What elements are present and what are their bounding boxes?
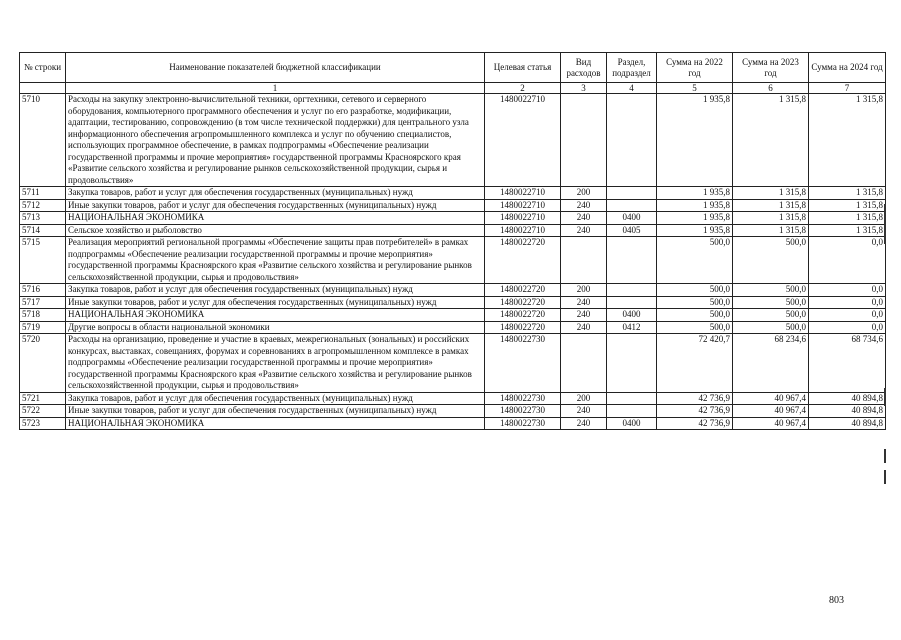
budget-table [19, 52, 886, 430]
expense-type: 240 [561, 224, 607, 237]
indicator-name: Иные закупки товаров, работ и услуг для обеспечения государственных (муниципальных) нужд [66, 296, 485, 309]
sum-2023: 500,0 [733, 284, 809, 297]
column-number: 5 [657, 83, 733, 94]
sum-2022: 1 935,8 [657, 224, 733, 237]
sum-2022: 42 736,9 [657, 405, 733, 418]
section-code [607, 187, 657, 200]
sum-2022: 1 935,8 [657, 199, 733, 212]
indicator-name: Расходы на закупку электронно-вычислительной техники, оргтехники, сетевого и серверного оборудования, компьютерного программного обеспечения и услуг по его разработке, модификации, адаптации, тестированию, сопровождению (в том числе технической поддержки) для центрального узла информационного обеспечения агропромышленного комплекса и услуг по обучению специалистов, использующих программное обеспечение, в рамках подпрограммы «Обеспечение реализации государственной программы и прочие мероприятия» государственной программы Красноярского края «Развитие сельского хозяйства и регулирование рынков сельскохозяйственной продукции, сырья и продовольствия» [66, 94, 485, 187]
sum-2022: 500,0 [657, 284, 733, 297]
sum-2023: 1 315,8 [733, 94, 809, 187]
sum-2024: 1 315,8 [809, 187, 886, 200]
header-sum-2023: Сумма на 2023 год [733, 53, 809, 83]
table-row [20, 334, 886, 393]
table-row [20, 187, 886, 200]
table-row [20, 309, 886, 322]
sum-2024: 40 894,8 [809, 392, 886, 405]
column-number: 7 [809, 83, 886, 94]
expense-type: 240 [561, 309, 607, 322]
indicator-name: Другие вопросы в области национальной экономики [66, 321, 485, 334]
row-number: 5721 [20, 392, 66, 405]
row-number: 5723 [20, 417, 66, 430]
expense-type: 200 [561, 392, 607, 405]
section-code [607, 296, 657, 309]
section-code [607, 199, 657, 212]
row-number: 5714 [20, 224, 66, 237]
sum-2023: 500,0 [733, 321, 809, 334]
table-row [20, 94, 886, 187]
section-code [607, 237, 657, 284]
section-code: 0400 [607, 309, 657, 322]
sum-2023: 1 315,8 [733, 187, 809, 200]
sum-2024: 0,0 [809, 321, 886, 334]
section-code [607, 405, 657, 418]
sum-2023: 40 967,4 [733, 417, 809, 430]
sum-2024: 1 315,8 [809, 224, 886, 237]
indicator-name: Закупка товаров, работ и услуг для обеспечения государственных (муниципальных) нужд [66, 284, 485, 297]
indicator-name: Иные закупки товаров, работ и услуг для обеспечения государственных (муниципальных) нужд [66, 199, 485, 212]
row-number: 5720 [20, 334, 66, 393]
expense-type: 240 [561, 296, 607, 309]
column-number: 1 [66, 83, 485, 94]
target-article: 1480022730 [485, 334, 561, 393]
row-number: 5711 [20, 187, 66, 200]
sum-2024: 40 894,8 [809, 417, 886, 430]
sum-2022: 1 935,8 [657, 212, 733, 225]
target-article: 1480022730 [485, 405, 561, 418]
sum-2024: 0,0 [809, 237, 886, 284]
indicator-name: Расходы на организацию, проведение и участие в краевых, межрегиональных (зональных) и российских конкурсах, выставках, совещаниях, форумах и соревнованиях в агропромышленном комплексе в рамках подпрограммы «Обеспечение реализации государственной программы и прочие мероприятия» государственной программы Красноярского края «Развитие сельского хозяйства и регулирование рынков сельскохозяйственной продукции, сырья и продовольствия» [66, 334, 485, 393]
sum-2024: 68 734,6 [809, 334, 886, 393]
row-number: 5710 [20, 94, 66, 187]
target-article: 1480022710 [485, 187, 561, 200]
target-article: 1480022710 [485, 199, 561, 212]
section-code [607, 392, 657, 405]
column-number: 6 [733, 83, 809, 94]
target-article: 1480022720 [485, 309, 561, 322]
column-number-row [20, 83, 886, 94]
sum-2022: 1 935,8 [657, 94, 733, 187]
sum-2022: 72 420,7 [657, 334, 733, 393]
sum-2024: 0,0 [809, 284, 886, 297]
column-number: 4 [607, 83, 657, 94]
target-article: 1480022720 [485, 284, 561, 297]
section-code [607, 334, 657, 393]
sum-2023: 500,0 [733, 237, 809, 284]
sum-2024: 0,0 [809, 296, 886, 309]
sum-2023: 40 967,4 [733, 392, 809, 405]
expense-type: 240 [561, 405, 607, 418]
row-number: 5712 [20, 199, 66, 212]
sum-2022: 500,0 [657, 237, 733, 284]
table-row [20, 212, 886, 225]
expense-type: 240 [561, 417, 607, 430]
sum-2023: 1 315,8 [733, 199, 809, 212]
row-number: 5718 [20, 309, 66, 322]
indicator-name: НАЦИОНАЛЬНАЯ ЭКОНОМИКА [66, 309, 485, 322]
table-row [20, 321, 886, 334]
table-row [20, 392, 886, 405]
sum-2024: 1 315,8 [809, 94, 886, 187]
column-number [20, 83, 66, 94]
target-article: 1480022710 [485, 94, 561, 187]
indicator-name: Реализация мероприятий региональной программы «Обеспечение защиты прав потребителей» в рамках подпрограммы «Обеспечение реализации государственной программы и прочие мероприятия» государственной программы Красноярского края «Развитие сельского хозяйства и регулирование рынков сельскохозяйственной продукции, сырья и продовольствия» [66, 237, 485, 284]
sum-2022: 500,0 [657, 321, 733, 334]
header-sum-2024: Сумма на 2024 год [809, 53, 886, 83]
sum-2022: 500,0 [657, 309, 733, 322]
section-code: 0405 [607, 224, 657, 237]
indicator-name: Закупка товаров, работ и услуг для обеспечения государственных (муниципальных) нужд [66, 392, 485, 405]
sum-2023: 1 315,8 [733, 224, 809, 237]
header-section: Раздел, подраздел [607, 53, 657, 83]
table-row [20, 405, 886, 418]
section-code: 0400 [607, 417, 657, 430]
sum-2023: 500,0 [733, 296, 809, 309]
indicator-name: Сельское хозяйство и рыболовство [66, 224, 485, 237]
page-number: 803 [829, 595, 844, 606]
table-row [20, 199, 886, 212]
target-article: 1480022720 [485, 237, 561, 284]
expense-type: 200 [561, 187, 607, 200]
expense-type: 240 [561, 212, 607, 225]
sum-2023: 500,0 [733, 309, 809, 322]
target-article: 1480022720 [485, 321, 561, 334]
indicator-name: Иные закупки товаров, работ и услуг для обеспечения государственных (муниципальных) нужд [66, 405, 485, 418]
row-number: 5715 [20, 237, 66, 284]
expense-type: 240 [561, 321, 607, 334]
table-header-row [20, 53, 886, 83]
header-indicator-name: Наименование показателей бюджетной классификации [66, 53, 485, 83]
indicator-name: Закупка товаров, работ и услуг для обеспечения государственных (муниципальных) нужд [66, 187, 485, 200]
header-target-article: Целевая статья [485, 53, 561, 83]
row-number: 5717 [20, 296, 66, 309]
table-row [20, 417, 886, 430]
sum-2024: 40 894,8 [809, 405, 886, 418]
sum-2024: 0,0 [809, 309, 886, 322]
expense-type [561, 94, 607, 187]
section-code [607, 94, 657, 187]
header-row-number: № строки [20, 53, 66, 83]
row-number: 5722 [20, 405, 66, 418]
margin-mark [884, 449, 886, 463]
indicator-name: НАЦИОНАЛЬНАЯ ЭКОНОМИКА [66, 212, 485, 225]
sum-2023: 1 315,8 [733, 212, 809, 225]
section-code: 0412 [607, 321, 657, 334]
expense-type [561, 237, 607, 284]
target-article: 1480022730 [485, 392, 561, 405]
sum-2022: 42 736,9 [657, 392, 733, 405]
expense-type: 200 [561, 284, 607, 297]
header-expense-type: Вид расходов [561, 53, 607, 83]
table-row [20, 284, 886, 297]
header-sum-2022: Сумма на 2022 год [657, 53, 733, 83]
row-number: 5719 [20, 321, 66, 334]
sum-2022: 42 736,9 [657, 417, 733, 430]
sum-2024: 1 315,8 [809, 199, 886, 212]
indicator-name: НАЦИОНАЛЬНАЯ ЭКОНОМИКА [66, 417, 485, 430]
target-article: 1480022710 [485, 224, 561, 237]
sum-2022: 1 935,8 [657, 187, 733, 200]
expense-type: 240 [561, 199, 607, 212]
sum-2023: 40 967,4 [733, 405, 809, 418]
column-number: 3 [561, 83, 607, 94]
column-number: 2 [485, 83, 561, 94]
sum-2023: 68 234,6 [733, 334, 809, 393]
row-number: 5716 [20, 284, 66, 297]
expense-type [561, 334, 607, 393]
sum-2022: 500,0 [657, 296, 733, 309]
table-row [20, 237, 886, 284]
table-row [20, 296, 886, 309]
target-article: 1480022710 [485, 212, 561, 225]
target-article: 1480022730 [485, 417, 561, 430]
table-row [20, 224, 886, 237]
section-code: 0400 [607, 212, 657, 225]
target-article: 1480022720 [485, 296, 561, 309]
margin-mark [884, 470, 886, 484]
sum-2024: 1 315,8 [809, 212, 886, 225]
section-code [607, 284, 657, 297]
row-number: 5713 [20, 212, 66, 225]
margin-mark [884, 204, 886, 244]
margin-mark [884, 388, 886, 406]
